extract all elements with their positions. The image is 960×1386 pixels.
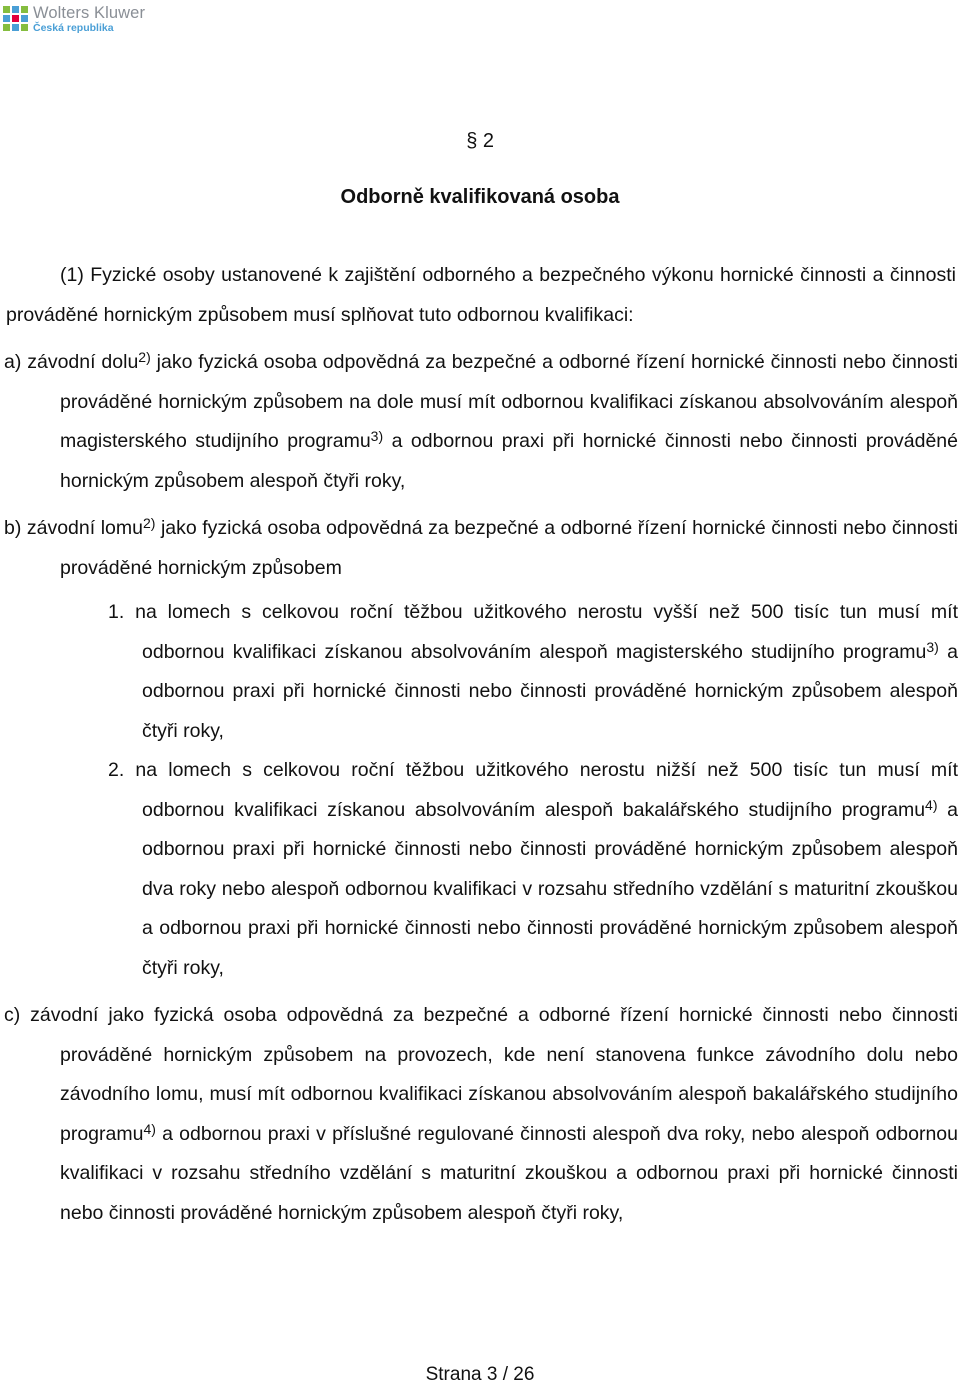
publisher-logo xyxy=(2,3,145,35)
footnote-ref: 3) xyxy=(370,428,384,444)
sub-item-1-text: 1. na lomech s celkovou roční těžbou užitkového nerostu vyšší než 500 tisíc tun musí mít odbornou kvalifikaci získanou absolvováním alespoň magisterského studijního programu xyxy=(108,601,958,663)
sub-item-2 xyxy=(0,751,960,988)
footnote-ref: 3) xyxy=(926,638,939,655)
sub-item-2-text-end: a odbornou praxi při hornické činnosti nebo činnosti prováděné hornickým způsobem alespoň dva roky nebo alespoň odbornou kvalifikaci v rozsahu středního vzdělání s maturitní zkouškou a odbornou praxi při hornické činnosti nebo činnosti prováděné hornickým způsobem alespoň čtyři roky, xyxy=(142,798,959,979)
sub-item-2-text: 2. na lomech s celkovou roční těžbou užitkového nerostu nižší než 500 tisíc tun musí mít odbornou kvalifikaci získanou absolvováním alespoň bakalářského studijního programu xyxy=(108,759,958,821)
item-a-text: jako fyzická osoba odpovědná za bezpečné a odborné řízení hornické činnosti nebo činnosti prováděné hornickým způsobem na dole musí mít odbornou kvalifikaci získanou absolvováním alespoň magisterského studijního programu xyxy=(60,351,958,452)
item-a-prefix: a) závodní dolu xyxy=(4,351,139,373)
page-number: Strana 3 / 26 xyxy=(425,1364,535,1385)
section-title: Odborně kvalifikovaná osoba xyxy=(340,186,620,208)
item-c-text-end: a odbornou praxi v příslušné regulované činnosti alespoň dva roky, nebo alespoň odbornou kvalifikaci v rozsahu středního vzdělání s maturitní zkouškou a odbornou praxi při hornické činnosti nebo činnosti prováděné hornickým způsobem alespoň čtyři roky, xyxy=(60,1122,958,1224)
item-b-text: jako fyzická osoba odpovědná za bezpečné a odborné řízení hornické činnosti nebo činnosti prováděné hornickým způsobem xyxy=(60,517,958,579)
item-b-prefix: b) závodní lomu xyxy=(4,517,143,539)
footnote-ref: 4) xyxy=(925,796,938,813)
footnote-ref: 2) xyxy=(138,349,151,365)
logo-name: Wolters Kluwer xyxy=(33,4,146,22)
item-c-text: c) závodní jako fyzická osoba odpovědná za bezpečné a odborné řízení hornické činnosti nebo činnosti prováděné hornickým způsobem na provozech, kde není stanovena funkce závodního dolu nebo závodního lomu, musí mít odbornou kvalifikaci získanou absolvováním alespoň bakalářského studijního programu xyxy=(4,1004,958,1145)
list-item-b xyxy=(0,509,960,588)
logo-subtitle: Česká republika xyxy=(33,21,114,34)
document-body xyxy=(0,256,960,1233)
list-item-c xyxy=(0,996,960,1233)
list-item-a xyxy=(0,343,960,501)
paragraph-1: (1) Fyzické osoby ustanovené k zajištění odborného a bezpečného výkonu hornické činnosti a činnosti prováděné hornickým způsobem musí splňovat tuto odbornou kvalifikaci: xyxy=(6,264,956,326)
section-number: § 2 xyxy=(466,130,494,152)
footnote-ref: 4) xyxy=(143,1120,156,1137)
item-a-text-end: a odbornou praxi při hornické činnosti nebo činnosti prováděné hornickým způsobem alespoň čtyři roky, xyxy=(60,430,958,492)
sub-item-1 xyxy=(0,593,960,751)
sub-item-1-text-end: a odbornou praxi při hornické činnosti nebo činnosti prováděné hornickým způsobem alespoň čtyři roky, xyxy=(142,640,958,742)
wolters-kluwer-logo-icon xyxy=(2,5,30,33)
footnote-ref: 2) xyxy=(142,515,156,531)
